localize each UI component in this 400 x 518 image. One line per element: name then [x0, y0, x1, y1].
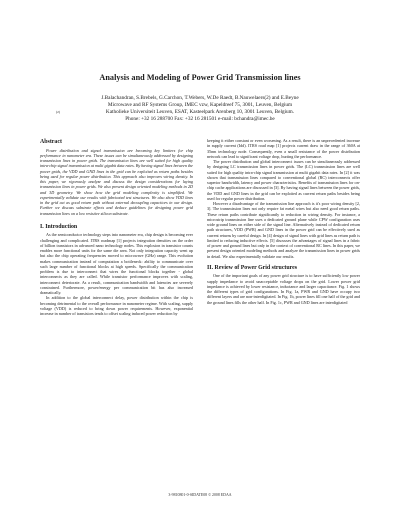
paper-title: Analysis and Modeling of Power Grid Transmission lines: [99, 73, 301, 82]
introduction-paragraph-2: In addition to the global interconnect delay, power distribution within the chip is becoming detrimental to the overall performance in nanometer regime. With scaling, supply voltage (VDD) is reduced to bring down power requirements. However, exponential increase in number of transistors tends to offset scaling induced power reduction by: [40, 295, 193, 317]
abstract-heading: Abstract: [40, 139, 62, 145]
right-paragraph-3: However a disadvantage of the transmission line approach is it's poor wiring density [2, 3]. The transmission lines not only require fat metal wires but also need good return paths. These return paths contribute significantly to reduction in wiring density. For instance, a microstrip transmission line uses a dedicated ground plane while CPW configuration uses wide ground lines on either side of the signal line. Alternatively instead of dedicated return path structures, VDD (PWR) and GND lines in the power grid can be effectively used as current returns by careful design. In [4] design of signal lines with grid lines as return path is limited to reducing inductive effects. [5] discusses the advantages of signal lines in a fabric of power and ground lines but only in the context of conventional RC lines. In this paper, we present design oriented modeling methods and analyze the transmission lines in power grids in detail. We also experimentally validate our results.: [207, 201, 360, 259]
affiliation-2-marker: (2): [56, 110, 60, 115]
introduction-paragraph-1: As the semiconductor technology steps into nanometer era, chip design is becoming ever challenging and complicated. ITRS roadmap [1] projects integration densities on the order of billion transistors in advanced nano technology nodes. This explosion in transistor counts enables more functional units for the same die area. Not only integration capacity went up but also the chip operating frequencies moved to microwave (GHz) range. This evolution makes communication instead of computation a bottleneck: ability to communicate over such large number of functional blocks at high speeds. Specifically the communication problem is due to interconnect that wires the functional blocks together - global interconnects as they are called. While transistor performance improves with scaling, interconnect deteriorate. As a result, communication bandwidth and latencies are severely constrained. Furthermore, power/energy per communication bit has also increased dramatically.: [40, 232, 193, 296]
right-paragraph-4: One of the important goals of any power grid structure is to have sufficiently low power supply impedance to avoid unacceptable voltage drops on the grid. Lower power grid impedance is achieved by lower resistance, inductance and larger capacitance. Fig. 1 shows the different types of grid configurations. In Fig. 1a, PWR and GND have occupy two different layers and are non-interdigitated. In Fig. 1b, power lines fill one half of the grid and the ground lines fills the other half. In Fig. 1c, PWR and GND lines are interdigitated: [207, 273, 360, 305]
copyright-footer: 3-9810801-0-SIDATE08 © 2008 EDAA: [168, 493, 232, 497]
section-2-heading: II. Review of Power Grid structures: [207, 264, 298, 271]
right-paragraph-2: The power distribution and global interconnect issues can be simultaneously addressed by designing LC transmission lines in power grids. The (LC) transmission lines are well suited for high quality intra-chip signal transmission at multi gigabit data rates. In [2] it was shown that transmission lines compared to conventional global (RC) interconnects offer superior bandwidth, latency and power characteristics. Benefits of transmission lines for on-chip cache applications are discussed in [3]. By having signal lines between the power grids, the VDD and GND lines in the grid can be exploited as current return paths besides being used for regular power distribution.: [207, 159, 360, 201]
affiliation-2-row: [0, 109, 400, 116]
contact-info: Phone: +32 16 288700 Fax: +32 16 281501 e-mail: bchandra@imec.be: [125, 116, 275, 123]
left-column: [40, 139, 193, 316]
author-names: J.Balachandran, S.Brebels, G.Carchon, T.Webers, W.De Raedt, B.Nauwelaers(2) and E.Beyne: [101, 95, 299, 101]
right-paragraph-1: keeping it either constant or even worsening. As a result, there is an unprecedented increase in supply current (Idd). ITRS road map [1] projects current draw in the range of 360A at 35nm technology node. Consequently, even a small resistance of the power distribution network can lead to significant voltage drop, hurting the performance.: [207, 138, 360, 159]
affiliation-2: Katholieke Universiteit Leuven, ESAT, Kasteelpark Arenberg 10, 3001 Leuven, Belgium.: [105, 109, 295, 116]
introduction-heading: I. Introduction: [40, 223, 78, 230]
affiliation-1: Microwave and RF Systems Group, IMEC vzw, Kapeldreef 75, 3001, Leuven, Belgium: [107, 102, 293, 109]
abstract-text: Power distribution and signal transmission are becoming key limiters for chip performance in nanometer era. These issues can be simultaneously addressed by designing transmission lines in power grids. The transmission lines are well suited for high quality intra-chip signal transmission at multi gigabit data rates. By having signal lines between the power grids, the VDD and GND lines in the grid can be exploited as return paths besides being used for regular power distribution. This approach also improves wiring density. In this paper, we rigorously analyze and discuss the design considerations for laying transmission lines in power grids. We also present design oriented modeling methods in 2D and 3D geometry. We show how the grid modeling complexity is simplified. We experimentally validate our results with fabricated test structures. We also show VDD lines in the grid act as good return path without external decoupling capacitors in our design. Further we discuss substrate effects and deduce guidelines for designing power grid transmission lines on a low resistive silicon substrate.: [40, 147, 193, 216]
author-block: [0, 95, 400, 123]
right-column: [207, 138, 360, 305]
